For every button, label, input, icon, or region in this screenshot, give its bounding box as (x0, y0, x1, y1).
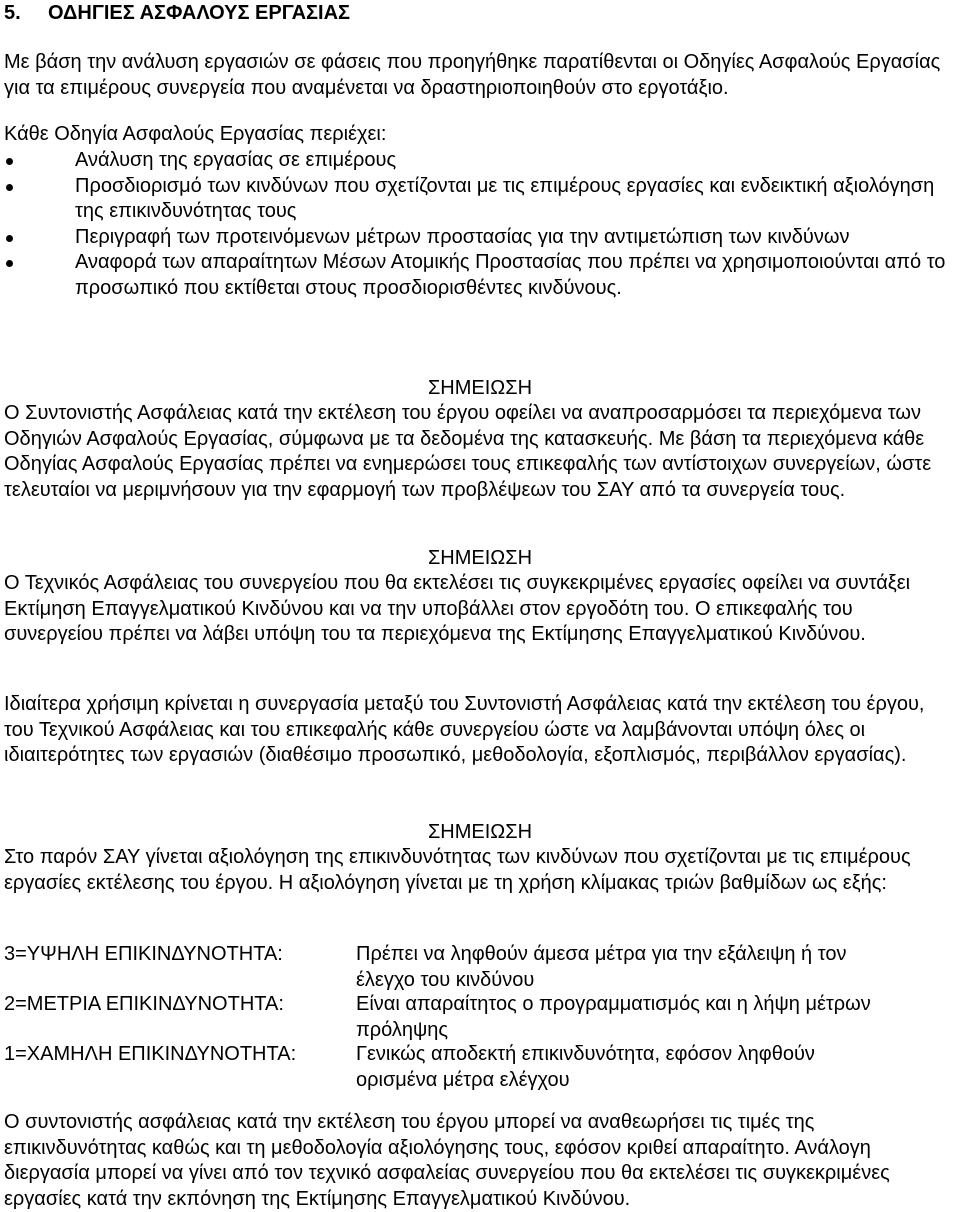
risk-level-description: Γενικώς αποδεκτή επικινδυνότητα, εφόσον ληφθούν ορισμένα μέτρα ελέγχου (356, 1043, 815, 1091)
note-heading-2: ΣΗΜΕΙΩΣΗ (427, 547, 533, 569)
note-paragraph-2: Ο Τεχνικός Ασφάλειας του συνεργείου που θα εκτελέσει τις συγκεκριμένες εργασίες οφείλει να συντάξει Εκτίμηση Επαγγελματικού Κινδύνου και να την υποβάλλει στον εργοδότη του. Ο επικεφαλής του συνεργείου πρέπει να λάβει υπόψη του τα περιεχόμενα της Εκτίμησης Επαγγελματικού Κινδύνου. (4, 572, 911, 645)
intro-paragraph: Με βάση την ανάλυση εργασιών σε φάσεις που προηγήθηκε παρατίθενται οι Οδηγίες Ασφαλούς Εργασίας για τα επιμέρους συνεργεία που αναμένεται να δραστηριοποιηθούν στο εργοτάξιο. (4, 51, 941, 99)
cooperation-paragraph: Ιδιαίτερα χρήσιμη κρίνεται η συνεργασία μεταξύ του Συντονιστή Ασφάλειας κατά την εκτέλεση του έργου, του Τεχνικού Ασφάλειας και του επικεφαλής κάθε συνεργείου ώστε να λαμβάνονται υπόψη όλες οι ιδιαιτερότητες των εργασιών (διαθέσιμο προσωπικό, μεθοδολογία, εξοπλισμός, περιβάλλον εργασίας). (4, 693, 925, 766)
risk-level-description: Πρέπει να ληφθούν άμεσα μέτρα για την εξάλειψη ή τον έλεγχο του κινδύνου (356, 943, 847, 991)
list-item: Περιγραφή των προτεινόμενων μέτρων προστασίας για την αντιμετώπιση των κινδύνων (4, 225, 952, 251)
contents-list (4, 148, 952, 301)
note-paragraph-3: Στο παρόν ΣΑΥ γίνεται αξιολόγηση της επικινδυνότητας των κινδύνων που σχετίζονται με τις επιμέρους εργασίες εκτέλεσης του έργου. Η αξιολόγηση γίνεται με τη χρήση κλίμακας τριών βαθμίδων ως εξής: (4, 846, 911, 894)
list-item: Ανάλυση της εργασίας σε επιμέρους (4, 148, 952, 174)
bullet-icon (6, 235, 13, 242)
section-title: ΟΔΗΓΙΕΣ ΑΣΦΑΛΟΥΣ ΕΡΓΑΣΙΑΣ (48, 2, 351, 24)
note-heading-1: ΣΗΜΕΙΩΣΗ (427, 377, 533, 399)
section-number: 5. (4, 2, 21, 24)
list-item: Αναφορά των απαραίτητων Μέσων Ατομικής Προστασίας που πρέπει να χρησιμοποιούνται από το προσωπικό που εκτίθεται στους προσδιορισθέντες κινδύνους. (4, 250, 952, 301)
risk-level-label: 2=ΜΕΤΡΙΑ ΕΠΙΚΙΝΔΥΝΟΤΗΤΑ: (4, 993, 284, 1015)
risk-level-low (4, 1042, 952, 1093)
closing-paragraph: Ο συντονιστής ασφάλειας κατά την εκτέλεση του έργου μπορεί να αναθεωρήσει τις τιμές της επικινδυνότητας καθώς και τη μεθοδολογία αξιολόγησης τους, εφόσον κριθεί απαραίτητο. Ανάλογη διεργασία μπορεί να γίνει από τον τεχνικό ασφαλείας συνεργείου που θα εκτελέσει τις συγκεκριμένες εργασίες κατά την εκπόνηση της Εκτίμησης Επαγγελματικού Κινδύνου. (4, 1111, 890, 1210)
risk-level-label: 3=ΥΨΗΛΗ ΕΠΙΚΙΝΔΥΝΟΤΗΤΑ: (4, 943, 283, 965)
list-item: Προσδιορισμό των κινδύνων που σχετίζονται με τις επιμέρους εργασίες και ενδεικτική αξιολόγηση της επικινδυνότητας τους (4, 174, 952, 225)
note-heading-3: ΣΗΜΕΙΩΣΗ (427, 821, 533, 843)
risk-level-description: Είναι απαραίτητος ο προγραμματισμός και η λήψη μέτρων πρόληψης (356, 993, 871, 1041)
note-paragraph-1: Ο Συντονιστής Ασφάλειας κατά την εκτέλεση του έργου οφείλει να αναπροσαρμόσει τα περιεχόμενα των Οδηγιών Ασφαλούς Εργασίας, σύμφωνα με τα δεδομένα της κατασκευής. Με βάση τα περιεχόμενα κάθε Οδηγίας Ασφαλούς Εργασίας πρέπει να ενημερώσει τους επικεφαλής των αντίστοιχων συνεργείων, ώστε τελευταίοι να μεριμνήσουν για την εφαρμογή των προβλέψεων του ΣΑΥ από τα συνεργεία τους. (4, 402, 932, 501)
contents-lead: Κάθε Οδηγία Ασφαλούς Εργασίας περιέχει: (4, 123, 387, 145)
bullet-icon (6, 260, 13, 267)
bullet-icon (6, 158, 13, 165)
risk-level-label: 1=ΧΑΜΗΛΗ ΕΠΙΚΙΝΔΥΝΟΤΗΤΑ: (4, 1043, 297, 1065)
section-heading (4, 1, 350, 27)
bullet-icon (6, 184, 13, 191)
risk-level-medium (4, 992, 952, 1043)
risk-level-high (4, 942, 952, 993)
